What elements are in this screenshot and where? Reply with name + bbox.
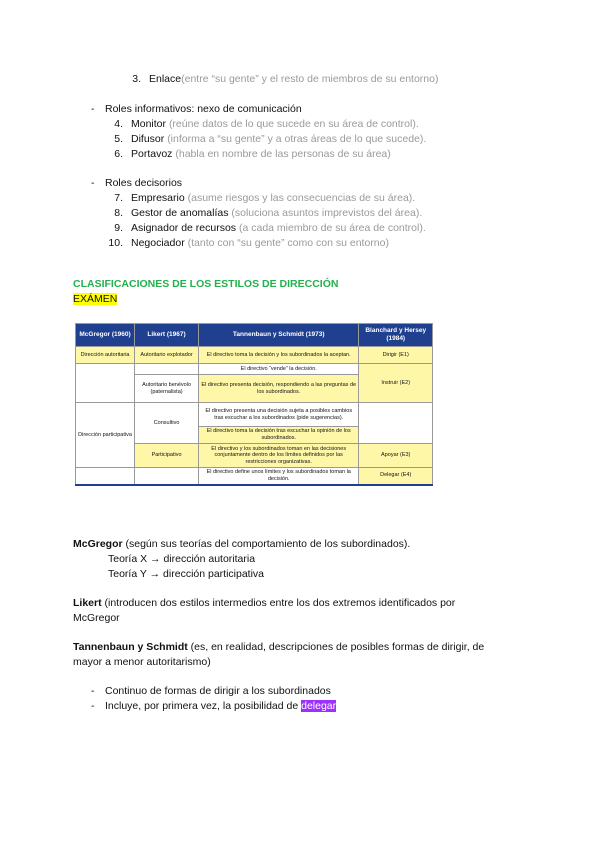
note-teoria-y: Teoría Y → dirección participativa [108,568,265,580]
table-cell: Dirigir (E1) [359,347,433,364]
bullet-1: - Continuo de formas de dirigir a los subordinados [91,685,331,697]
item-desc: (entre “su gente” y el resto de miembros de su entorno) [181,73,439,85]
table-cell: Dirección autoritaria [76,347,135,364]
list-item-7: 7. Empresario (asume riesgos y las consecuencias de su área). [114,192,416,204]
table-cell: Autoritario benévolo (paternalista) [135,375,199,403]
table-cell: El directivo toma la decisión tras escuchar la opinión de los subordinados. [199,427,359,444]
table-cell: Dirección participativa [76,403,135,468]
note-ts-cont: mayor a menor autoritarismo) [73,656,211,668]
item-term: Enlace [149,73,182,85]
table-cell [359,403,433,444]
table-cell: El directivo toma la decisión y los subordinados la aceptan. [199,347,359,364]
roles-info-heading: - Roles informativos: nexo de comunicación [91,103,302,115]
item-number: 3. [132,73,141,85]
table-cell [135,364,199,375]
table-cell [76,364,135,403]
section-title: CLASIFICACIONES DE LOS ESTILOS DE DIRECCIÓN [73,278,339,290]
note-likert-cont: McGregor [73,612,120,624]
bullet-2: - Incluye, por primera vez, la posibilidad de delegar [91,700,337,712]
table-cell [135,468,199,485]
table-cell: Delegar (E4) [359,468,433,485]
table-cell: El directivo “vende” la decisión. [199,364,359,375]
roles-dec-heading: - Roles decisorios [91,177,183,189]
col-header-bh: Blanchard y Hersey (1984) [359,324,433,347]
list-item-5: 5. Difusor (informa a “su gente” y a otras áreas de lo que sucede). [114,133,427,145]
note-likert: Likert (introducen dos estilos intermedios entre los dos extremos identificados por [73,597,456,609]
table-cell: Apoyar (E3) [359,444,433,468]
col-header-ts: Tannenbaun y Schmidt (1973) [199,324,359,347]
highlight-delegar: delegar [301,700,337,712]
note-mcgregor: McGregor (según sus teorías del comportamiento de los subordinados). [73,538,411,550]
list-item-4: 4. Monitor (reúne datos de lo que sucede en su área de control). [114,118,419,130]
table-cell: El directivo y los subordinados toman en las decisiones conjuntamente dentro de los límites definidos por las restricciones organizativas. [199,444,359,468]
exam-tag: EXÁMEN [73,293,118,305]
table-cell: Participativo [135,444,199,468]
table-cell: El directivo define unos límites y los subordinados toman la decisión. [199,468,359,485]
list-item-9: 9. Asignador de recursos (a cada miembro de su área de control). [114,222,426,234]
styles-table [75,323,433,486]
table-cell: Consultivo [135,403,199,444]
table-cell: El directivo presenta decisión, respondiendo a las preguntas de los subordinados. [199,375,359,403]
note-ts: Tannenbaun y Schmidt (es, en realidad, descripciones de posibles formas de dirigir, de [73,641,485,653]
list-item-10: 10. Negociador (tanto con “su gente” como con su entorno) [108,237,389,249]
table-cell [76,468,135,485]
table-cell: El directivo presenta una decisión sujeta a posibles cambios tras escuchar a los subordinados (pide sugerencias). [199,403,359,427]
table-cell: Instruir (E2) [359,364,433,403]
note-teoria-x: Teoría X → dirección autoritaria [108,553,256,565]
list-item-6: 6. Portavoz (habla en nombre de las personas de su área) [114,148,391,160]
list-item-3 [123,73,438,85]
list-item-8: 8. Gestor de anomalías (soluciona asuntos imprevistos del área). [114,207,423,219]
col-header-mcgregor: McGregor (1960) [76,324,135,347]
col-header-likert: Likert (1967) [135,324,199,347]
table-cell: Autoritario explotador [135,347,199,364]
